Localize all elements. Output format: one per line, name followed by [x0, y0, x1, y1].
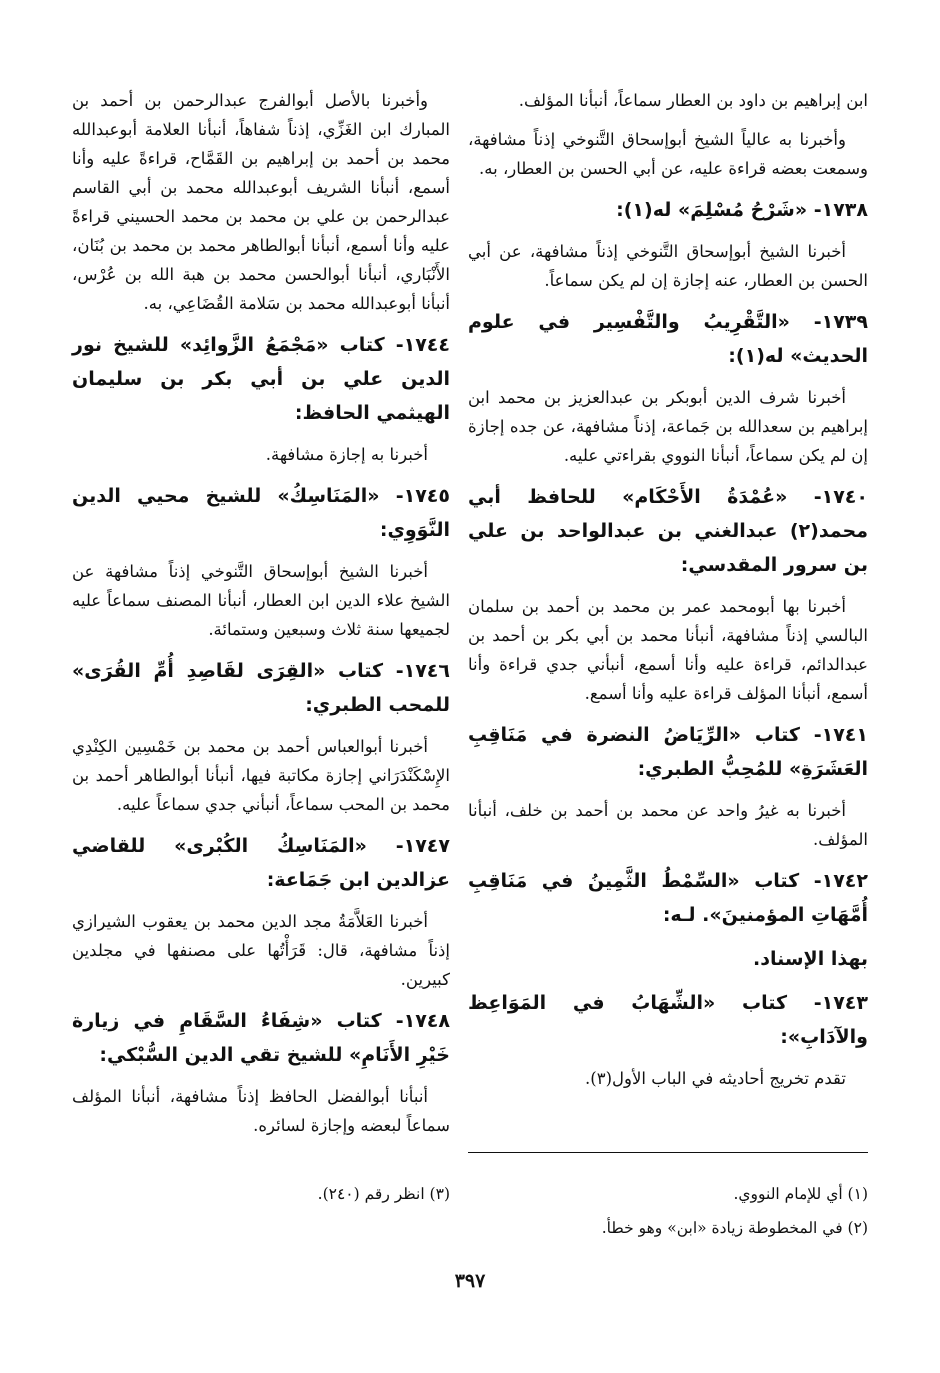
entry-heading: ١٧٤٧- «المَنَاسِكُ الكُبْرى» للقاضي عزالدين ابن جَمَاعة:: [72, 835, 450, 891]
entry-heading: ١٧٤١- كتاب «الرِّيَاضُ النضرة في مَنَاقِبِ العَشَرَةِ» للمُحِبُّ الطبري:: [468, 724, 868, 780]
entry-heading: بهذا الإسناد.: [753, 948, 868, 970]
footnotes-right: [468, 1180, 868, 1248]
entry-heading: ١٧٣٨- «شَرْحُ مُسْلِمَ» له(١):: [616, 199, 868, 221]
entry-heading: ١٧٤٢- كتاب «السِّمْطُ الثَّمِينُ في مَنَاقِبِ أُمَّهَاتِ المؤمنينَ». لـه:: [468, 870, 868, 926]
paragraph: ابن إبراهيم بن داود بن العطار سماعاً، أنبأنا المؤلف.: [518, 91, 868, 110]
paragraph: أخبرنا الشيخ أبوإسحاق التَّنوخي إذناً مشافهة، عن أبي الحسن بن العطار، عنه إجازة إن لم يكن سماعاً.: [468, 242, 868, 290]
right-column: [468, 86, 868, 1103]
entry-heading: ١٧٤٨- كتاب «شِفَاءُ السَّقَامِ في زيارة خَيْرِ الأَنَامِ» للشيخ تقي الدين السُّبْكي:: [72, 1010, 450, 1066]
entry-heading: ١٧٤٥- «المَنَاسِكُ» للشيخ محيي الدين النَّوَوِي:: [72, 485, 450, 541]
paragraph: أخبرنا به إجازة مشافهة.: [265, 445, 428, 464]
paragraph: أخبرنا شرف الدين أبوبكر بن عبدالعزيز بن محمد ابن إبراهيم بن سعدالله بن جَماعة، إذناً مشافهة، عن جده إجازة إن لم يكن سماعاً، أنبأنا النووي بقراءتي عليه.: [468, 388, 868, 465]
footnote: (٢) في المخطوطة زيادة «ابن» وهو خطأ.: [601, 1219, 868, 1237]
paragraph: أنبأنا أبوالفضل الحافظ إذناً مشافهة، أنبأنا المؤلف سماعاً لبعضه وإجازة لسائره.: [72, 1087, 450, 1135]
paragraph: تقدم تخريج أحاديثه في الباب الأول(٣).: [585, 1069, 846, 1088]
entry-heading: ١٧٤٦- كتاب «القِرَى لقَاصِدِ أُمِّ القُرَى» للمحب الطبري:: [72, 660, 450, 716]
paragraph: أخبرنا العَلاَّمَةُ مجد الدين محمد بن يعقوب الشيرازي إذناً مشافهة، قال: قَرَأْتُها على مصنفها في مجلدين كبيرين.: [72, 912, 450, 989]
entry-heading: ١٧٣٩- «التَّقْرِيبُ والتَّفْسِير في علوم الحديث» له(١):: [468, 311, 868, 367]
page-number: ٣٩٧: [454, 1270, 486, 1292]
left-column: [72, 86, 450, 1150]
paragraph: وأخبرنا بالأصل أبوالفرج عبدالرحمن بن أحمد بن المبارك ابن الغَزِّي، إذناً شفاهاً، أنبأنا العلامة أبوعبدالله محمد بن أحمد بن إبراهيم بن القَمَّاح، قراءةً عليه وأنا أسمع، أنبأنا الشريف أبوعبدالله محمد بن أبي القاسم عبدالرحمن بن علي بن محمد بن محمد الحسيني قراءةً عليه وأنا أسمع، أنبأنا أبوالطاهر محمد بن محمد بن بُنَان، الأَنْبَاري، أنبأنا أبوالحسن محمد بن هبة الله بن عُرْس، أنبأنا أبوعبدالله محمد بن سَلامة القُضَاعِي، به.: [72, 91, 450, 313]
paragraph: أخبرنا أبوالعباس أحمد بن محمد بن خَمْسِين الكِنْدِي الإِسْكَنْدَرَاني إجازة مكاتبة فيها، أنبأنا أبوالطاهر أحمد بن محمد بن المحب سماعاً، أنبأني جدي سماعاً عليه.: [72, 737, 450, 814]
entry-heading: ١٧٤٣- كتاب «الشِّهَابُ في المَوَاعِظ والآدَابِ»:: [468, 992, 868, 1048]
footnotes-left: [72, 1180, 450, 1214]
paragraph: وأخبرنا به عالياً الشيخ أبوإسحاق التَّنوخي إذناً مشافهة، وسمعت بعضه قراءة عليه، عن أبي الحسن بن العطار، به.: [468, 130, 868, 178]
paragraph: أخبرنا به غيرُ واحد عن محمد بن أحمد بن خلف، أنبأنا المؤلف.: [468, 801, 868, 849]
entry-heading: ١٧٤٠- «عُمْدَةُ الأَحْكَام» للحافظ أبي محمد(٢) عبدالغني بن عبدالواحد بن علي بن سرور المقدسي:: [468, 486, 868, 576]
paragraph: أخبرنا الشيخ أبوإسحاق التَّنوخي إذناً مشافهة عن الشيخ علاء الدين ابن العطار، أنبأنا المصنف سماعاً عليه لجميعها سنة ثلاث وسبعين وستمائة.: [72, 562, 450, 639]
footnote: (٣) انظر رقم (٢٤٠).: [317, 1185, 450, 1203]
footnote: (١) أي للإمام النووي.: [733, 1185, 868, 1203]
footnote-separator: [468, 1152, 868, 1153]
entry-heading: ١٧٤٤- كتاب «مَجْمَعُ الزَّوائِد» للشيخ نور الدين علي بن أبي بكر بن سليمان الهيثمي الحافظ:: [72, 334, 450, 424]
paragraph: أخبرنا بها أبومحمد عمر بن محمد بن أحمد بن سلمان البالسي إذناً مشافهة، أنبأنا محمد بن أبي بكر بن أحمد بن عبدالدائم، قراءة عليه وأنا أسمع، أنبأني جدي قراءة وأنا أسمع، أنبأنا المؤلف قراءة عليه وأنا أسمع.: [468, 597, 868, 703]
